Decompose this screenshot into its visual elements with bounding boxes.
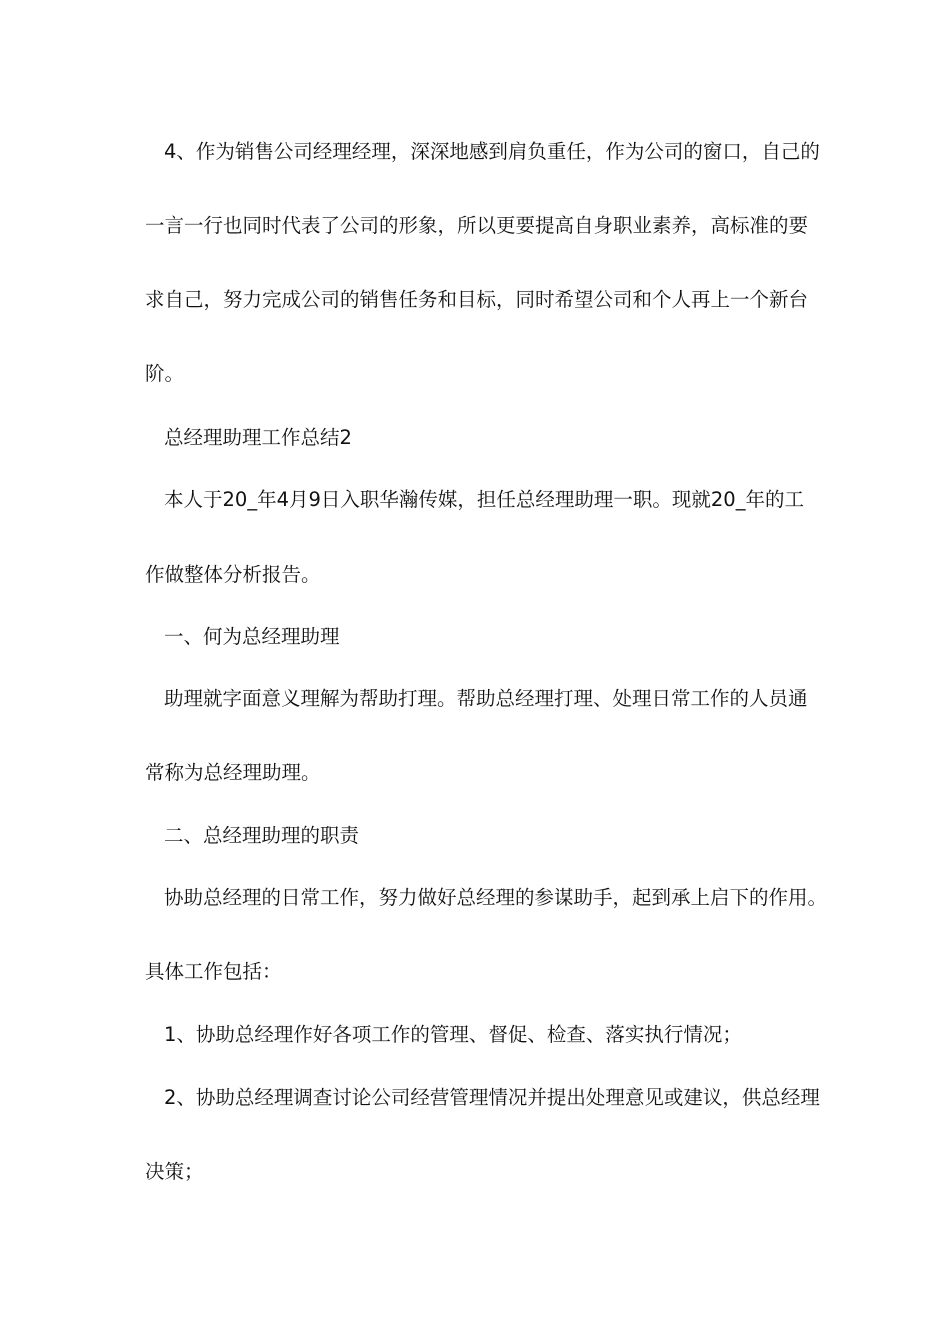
paragraph-line: 4、作为销售公司经理经理，深深地感到肩负重任，作为公司的窗口，自己的 — [164, 140, 820, 163]
paragraph-line: 求自己，努力完成公司的销售任务和目标，同时希望公司和个人再上一个新台 — [145, 288, 809, 311]
list-item: 2、协助总经理调查讨论公司经营管理情况并提出处理意见或建议，供总经理 — [164, 1086, 820, 1109]
paragraph-line: 决策； — [145, 1160, 204, 1183]
paragraph-line: 作做整体分析报告。 — [145, 563, 321, 586]
paragraph-line: 具体工作包括： — [145, 960, 282, 983]
paragraph-line: 助理就字面意义理解为帮助打理。帮助总经理打理、处理日常工作的人员通 — [164, 687, 808, 710]
paragraph-line: 协助总经理的日常工作，努力做好总经理的参谋助手，起到承上启下的作用。 — [164, 886, 828, 909]
paragraph-line: 阶。 — [145, 362, 185, 385]
section-heading: 二、总经理助理的职责 — [164, 824, 360, 847]
paragraph-line: 常称为总经理助理。 — [145, 761, 321, 784]
list-item: 1、协助总经理作好各项工作的管理、督促、检查、落实执行情况； — [164, 1023, 742, 1046]
paragraph-line: 本人于20_年4月9日入职华瀚传媒，担任总经理助理一职。现就20_年的工 — [164, 488, 804, 511]
section-title: 总经理助理工作总结2 — [164, 426, 352, 449]
paragraph-line: 一言一行也同时代表了公司的形象，所以更要提高自身职业素养，高标准的要 — [145, 214, 809, 237]
section-heading: 一、何为总经理助理 — [164, 625, 340, 648]
